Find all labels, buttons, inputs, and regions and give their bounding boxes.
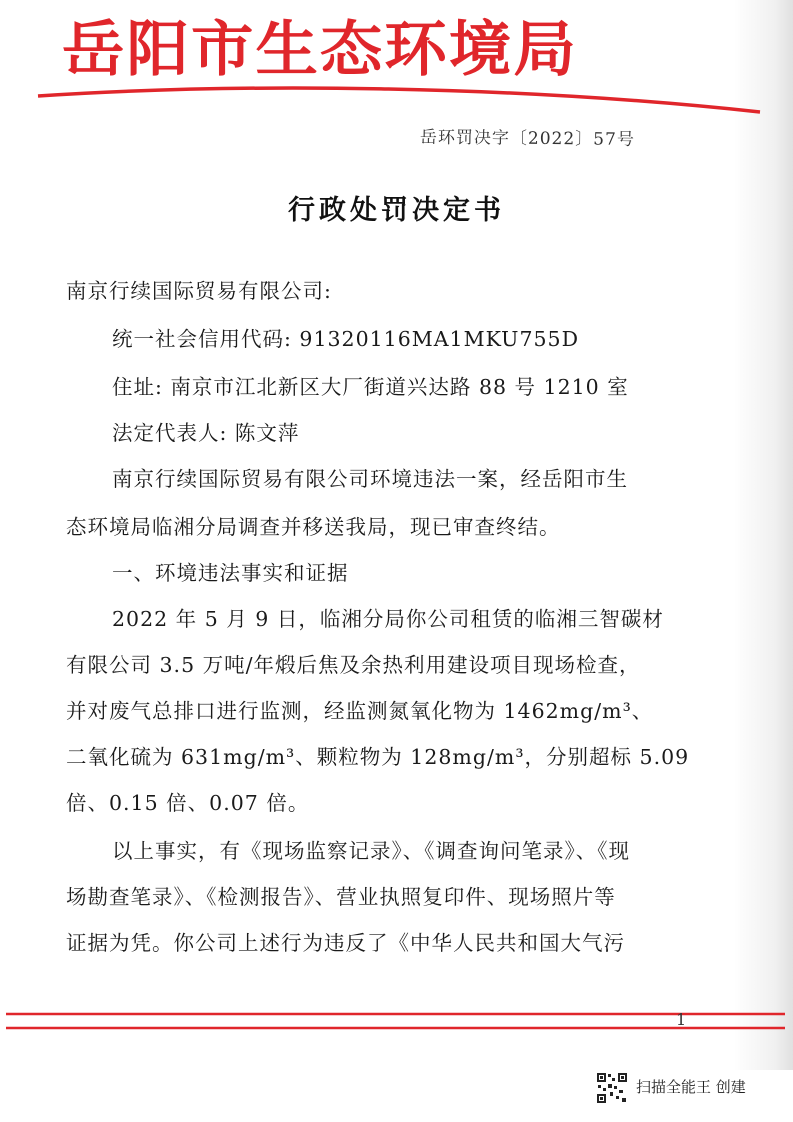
page-number: 1: [676, 1010, 687, 1029]
scan-edge-shadow: [733, 0, 793, 1070]
document-number: 岳环罚决字〔2022〕57号: [419, 127, 635, 150]
letterhead-agency-name: 岳阳市生态环境局: [62, 15, 578, 85]
evidence-paragraph-line: 证据为凭。你公司上述行为违反了《中华人民共和国大气污: [66, 931, 625, 955]
fact-paragraph-line: 倍、0.15 倍、0.07 倍。: [66, 791, 310, 815]
footer-red-lines: [0, 1008, 793, 1038]
scanner-watermark: 扫描全能王 创建: [636, 1078, 746, 1096]
party-name: 南京行续国际贸易有限公司:: [66, 279, 332, 303]
intro-paragraph-line: 态环境局临湘分局调查并移送我局，现已审查终结。: [66, 515, 561, 539]
intro-paragraph-line: 南京行续国际贸易有限公司环境违法一案，经岳阳市生: [112, 467, 628, 491]
section-heading: 一、环境违法事实和证据: [112, 561, 349, 585]
document-title: 行政处罚决定书: [288, 195, 505, 226]
fact-paragraph-line: 有限公司 3.5 万吨/年煅后焦及余热利用建设项目现场检查，: [66, 653, 641, 677]
fact-paragraph-line: 2022 年 5 月 9 日，临湘分局你公司租赁的临湘三智碳材: [112, 607, 664, 631]
credit-code: 统一社会信用代码: 91320116MA1MKU755D: [112, 327, 580, 351]
fact-paragraph-line: 并对废气总排口进行监测，经监测氮氧化物为 1462mg/m³、: [66, 699, 654, 723]
legal-representative: 法定代表人: 陈文萍: [112, 421, 300, 445]
address: 住址: 南京市江北新区大厂街道兴达路 88 号 1210 室: [112, 375, 629, 399]
fact-paragraph-line: 二氧化硫为 631mg/m³、颗粒物为 128mg/m³，分别超标 5.09: [66, 745, 690, 769]
evidence-paragraph-line: 以上事实，有《现场监察记录》、《调查询问笔录》、《现: [112, 839, 630, 863]
qr-code-icon: [596, 1072, 628, 1104]
evidence-paragraph-line: 场勘查笔录》、《检测报告》、营业执照复印件、现场照片等: [66, 885, 616, 909]
